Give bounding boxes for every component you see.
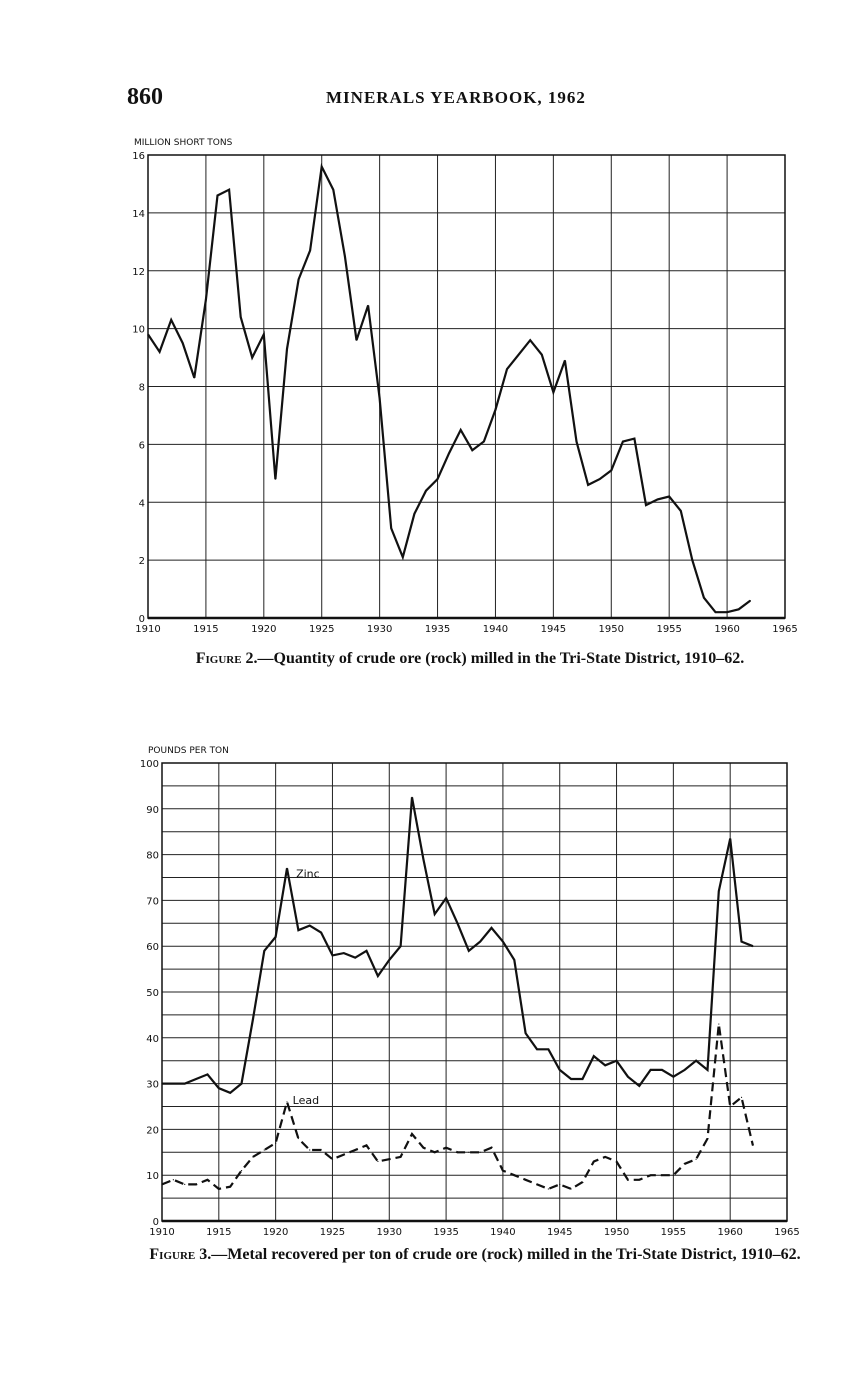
chart1-zinc-point: [286, 868, 287, 869]
chart0-xtick-label: 1960: [714, 624, 740, 635]
chart1-lead-point: [230, 1186, 231, 1187]
chart1-ytick-label: 30: [146, 1079, 159, 1091]
chart1-zinc-point: [309, 925, 310, 926]
chart1-zinc-point: [377, 975, 378, 976]
chart1-lead-point: [275, 1143, 276, 1144]
chart1-lead-point: [286, 1101, 287, 1102]
chart0-ytick-label: 14: [132, 208, 145, 220]
chart1-lead-point: [377, 1161, 378, 1162]
chart1-zinc-point: [582, 1078, 583, 1079]
chart1-zinc-point: [389, 959, 390, 960]
chart1-lead-point: [434, 1152, 435, 1153]
chart1-zinc-point: [320, 932, 321, 933]
chart0-xtick-label: 1935: [424, 624, 451, 635]
chart1-lead-point: [355, 1149, 356, 1150]
chart0-xtick-label: 1965: [772, 624, 798, 635]
chart1-zinc-point: [707, 1069, 708, 1070]
chart1-zinc-point: [661, 1069, 662, 1070]
chart1-lead-point: [332, 1159, 333, 1160]
chart1-lead-point: [639, 1179, 640, 1180]
chart1-zinc-point: [650, 1069, 651, 1070]
chart1-lead-point: [445, 1147, 446, 1148]
chart1-lead-point: [207, 1179, 208, 1180]
chart1-xtick-label: 1935: [433, 1227, 459, 1238]
chart1-lead-point: [423, 1147, 424, 1148]
chart1-zinc-point: [218, 1088, 219, 1089]
chart0-ytick-label: 8: [138, 382, 145, 394]
chart1-zinc-point: [230, 1092, 231, 1093]
chart1-lead-point: [695, 1159, 696, 1160]
chart0-xtick-label: 1915: [193, 624, 219, 635]
chart0-xtick-label: 1920: [251, 624, 277, 635]
chart1-zinc-line: [162, 797, 753, 1093]
chart1-xtick-label: 1915: [206, 1227, 232, 1238]
chart1-lead-point: [559, 1184, 560, 1185]
chart1-lead-point: [741, 1097, 742, 1098]
chart1-lead-point: [582, 1181, 583, 1182]
chart1-xtick-label: 1955: [660, 1227, 687, 1238]
chart1-zinc-point: [639, 1085, 640, 1086]
chart1-zinc-point: [343, 952, 344, 953]
chart1-zinc-point: [457, 923, 458, 924]
figure-3-caption-text: —Metal recovered per ton of crude ore (rock) milled in the Tri-State District, 1910–62.: [211, 1246, 801, 1263]
figure-2-caption-text: —Quantity of crude ore (rock) milled in the Tri-State District, 1910–62.: [257, 650, 745, 667]
chart1-lead-point: [593, 1161, 594, 1162]
chart1-lead-point: [400, 1156, 401, 1157]
chart0-xtick-label: 1950: [598, 624, 624, 635]
chart1-zinc-point: [536, 1049, 537, 1050]
chart1-lead-point: [252, 1156, 253, 1157]
chart1-lead-point: [173, 1179, 174, 1180]
chart0-xtick-label: 1925: [309, 624, 335, 635]
chart1-zinc-point: [741, 941, 742, 942]
chart1-lead-point: [718, 1023, 719, 1024]
chart1-lead-point: [491, 1147, 492, 1148]
chart1-lead-point: [536, 1184, 537, 1185]
chart1-lead-point: [366, 1145, 367, 1146]
chart1-lead-point: [298, 1138, 299, 1139]
chart1-ytick-label: 100: [139, 759, 159, 770]
chart1-lead-point: [502, 1170, 503, 1171]
chart1-zinc-point: [548, 1049, 549, 1050]
chart0-xtick-label: 1945: [540, 624, 567, 635]
chart0-ytick-label: 16: [132, 151, 145, 162]
chart1-xtick-label: 1920: [262, 1227, 289, 1238]
chart1-lead-point: [343, 1154, 344, 1155]
chart1-ytick-label: 70: [146, 896, 159, 908]
chart1-lead-point: [752, 1145, 753, 1146]
chart1-zinc-point: [684, 1069, 685, 1070]
chart1-lead-point: [480, 1152, 481, 1153]
chart1-zinc-point: [423, 859, 424, 860]
chart1-zinc-point: [434, 914, 435, 915]
chart1-lead-point: [707, 1138, 708, 1139]
chart1-zinc-point: [480, 941, 481, 942]
figure-2-caption-label: Figure 2.: [195, 650, 258, 667]
chart0-y-axis-label: MILLION SHORT TONS: [134, 138, 233, 148]
chart1-lead-point: [468, 1152, 469, 1153]
chart1-lead-point: [161, 1184, 162, 1185]
chart1-lead-point: [241, 1170, 242, 1171]
chart0-xtick-label: 1910: [135, 624, 161, 635]
chart1-zinc-point: [195, 1078, 196, 1079]
chart1-xtick-label: 1940: [490, 1227, 516, 1238]
chart1-lead-point: [195, 1184, 196, 1185]
chart1-zinc-point: [752, 946, 753, 947]
chart0-xtick-label: 1955: [656, 624, 682, 635]
chart0-ytick-label: 2: [138, 556, 145, 568]
chart1-zinc-point: [366, 950, 367, 951]
chart1-zinc-point: [559, 1069, 560, 1070]
chart1-y-axis-label: POUNDS PER TON: [148, 746, 229, 756]
chart1-series-label-lead: Lead: [292, 1094, 320, 1108]
chart1-zinc-point: [616, 1060, 617, 1061]
chart1-ytick-label: 80: [146, 850, 159, 862]
chart1-lead-point: [184, 1184, 185, 1185]
running-title: MINERALS YEARBOOK, 1962: [326, 88, 586, 107]
chart1-lead-point: [264, 1149, 265, 1150]
chart1-zinc-point: [491, 927, 492, 928]
chart1-ytick-label: 40: [146, 1033, 159, 1045]
chart1-zinc-point: [570, 1078, 571, 1079]
chart0-xtick-label: 1940: [482, 624, 509, 635]
chart0-ytick-label: 12: [132, 266, 145, 278]
chart1-zinc-point: [502, 941, 503, 942]
chart1-xtick-label: 1965: [774, 1227, 800, 1238]
chart1-zinc-point: [673, 1076, 674, 1077]
chart1-zinc-point: [298, 930, 299, 931]
chart1-ytick-label: 20: [146, 1125, 159, 1137]
chart1-zinc-point: [411, 797, 412, 798]
chart1-ytick-label: 0: [152, 1217, 159, 1228]
chart1-zinc-point: [400, 946, 401, 947]
chart1-zinc-point: [275, 936, 276, 937]
chart1-xtick-label: 1945: [547, 1227, 573, 1238]
chart1-lead-point: [309, 1149, 310, 1150]
chart1-lead-point: [548, 1188, 549, 1189]
chart1-zinc-point: [627, 1076, 628, 1077]
chart1-zinc-point: [593, 1056, 594, 1057]
chart1-zinc-point: [161, 1083, 162, 1084]
chart1-lead-point: [525, 1179, 526, 1180]
chart1-zinc-point: [264, 950, 265, 951]
chart1-xtick-label: 1950: [603, 1227, 630, 1238]
chart1-lead-point: [673, 1175, 674, 1176]
chart1-lead-point: [650, 1175, 651, 1176]
chart1-lead-point: [320, 1149, 321, 1150]
chart1-zinc-point: [718, 891, 719, 892]
chart1-zinc-point: [730, 838, 731, 839]
chart1-xtick-label: 1910: [149, 1227, 175, 1238]
chart1-zinc-point: [332, 955, 333, 956]
chart0-ytick-label: 10: [132, 324, 145, 336]
chart0-ytick-label: 6: [138, 440, 145, 452]
chart1-lead-point: [661, 1175, 662, 1176]
chart0-ytick-label: 4: [138, 498, 145, 510]
chart1-zinc-point: [468, 950, 469, 951]
chart1-xtick-label: 1960: [717, 1227, 743, 1238]
chart1-lead-point: [514, 1175, 515, 1176]
figure-3-caption: [130, 1246, 820, 1264]
chart1-lead-point: [457, 1152, 458, 1153]
chart1-lead-point: [411, 1133, 412, 1134]
chart1-lead-point: [684, 1163, 685, 1164]
chart1-ytick-label: 50: [146, 988, 159, 999]
chart1-lead-point: [218, 1188, 219, 1189]
chart1-zinc-point: [252, 1019, 253, 1020]
chart1-lead-point: [616, 1161, 617, 1162]
chart1-xtick-label: 1925: [319, 1227, 346, 1238]
chart1-ytick-label: 10: [146, 1171, 159, 1183]
chart1-lead-point: [570, 1188, 571, 1189]
chart1-series-label-zinc: Zinc: [296, 867, 320, 881]
chart1-ytick-label: 90: [146, 804, 159, 816]
chart1-ytick-label: 60: [146, 942, 159, 954]
chart1-zinc-point: [207, 1074, 208, 1075]
page-number: 860: [127, 84, 163, 110]
chart1-lead-point: [730, 1106, 731, 1107]
chart1-zinc-point: [445, 898, 446, 899]
chart0-xtick-label: 1930: [366, 624, 393, 635]
chart1-zinc-point: [525, 1033, 526, 1034]
chart1-zinc-point: [173, 1083, 174, 1084]
chart1-zinc-point: [355, 957, 356, 958]
chart1-xtick-label: 1930: [376, 1227, 402, 1238]
chart1-zinc-point: [605, 1065, 606, 1066]
chart1-zinc-point: [184, 1083, 185, 1084]
chart1-zinc-point: [695, 1060, 696, 1061]
chart1-zinc-point: [514, 959, 515, 960]
chart0-ytick-label: 0: [138, 614, 145, 625]
chart1-lead-point: [605, 1156, 606, 1157]
chart1-zinc-point: [241, 1083, 242, 1084]
chart1-lead-point: [389, 1159, 390, 1160]
figure-3-caption-label: Figure 3.: [149, 1246, 212, 1263]
chart1-lead-point: [627, 1179, 628, 1180]
